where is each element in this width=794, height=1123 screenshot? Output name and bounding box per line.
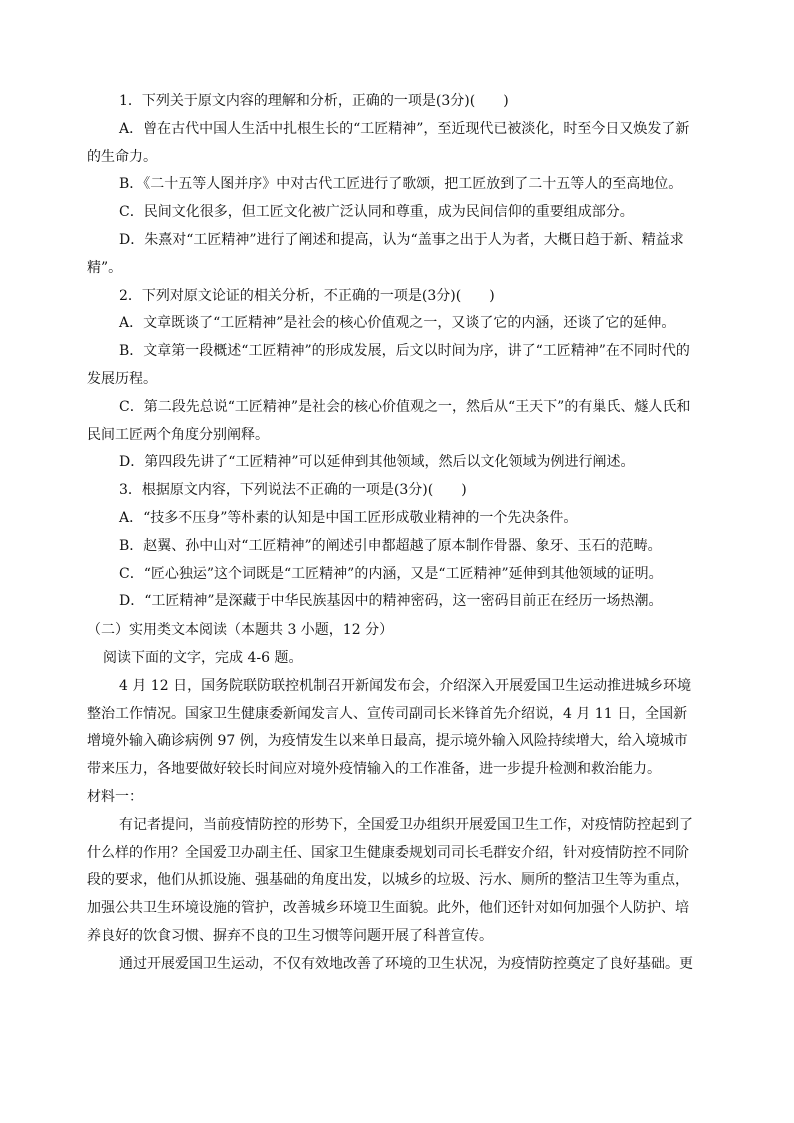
question-1-stem: 1．下列关于原文内容的理解和分析，正确的一项是(3分)( ) [119,93,509,109]
question-2-option-b: B．文章第一段概述“工匠精神”的形成发展，后文以时间为序，讲了“工匠精神”在不同时代的发展历程。 [87,343,690,387]
question-2 [87,283,701,478]
intro-paragraph: 4 月 12 日，国务院联防联控机制召开新闻发布会，介绍深入开展爱国卫生运动推进城乡环境整治工作情况。国家卫生健康委新闻发言人、宣传司副司长米锋首先介绍说，4 月 11 日，全国新增境外输入确诊病例 97 例，为疫情发生以来单日最高，提示境外输入风险持续增大，给入境城市带来压力，各地要做好较长时间应对境外疫情输入的工作准备，进一步提升检测和救治能力。 [87,677,692,778]
section-instruction: 阅读下面的文字，完成 4-6 题。 [103,649,303,666]
question-3-stem: 3．根据原文内容，下列说法不正确的一项是(3分)( ) [119,482,467,499]
question-2-option-c: C．第二段先总说“工匠精神”是社会的核心价值观之一，然后从“王天下”的有巢氏、燧人氏和民间工匠两个角度分别阐释。 [87,398,691,443]
question-3-option-a: A．“技多不压身”等朴素的认知是中国工匠形成敬业精神的一个先决条件。 [119,509,578,526]
question-3-option-d: D．“工匠精神”是深藏于中华民族基因中的精神密码，这一密码目前正在经历一场热潮。 [119,593,663,610]
question-1-option-d: D．朱熹对“工匠精神”进行了阐述和提高，认为“盖事之出于人为者，大概日趋于新、精益求精”。 [87,231,684,276]
question-2-option-d: D．第四段先讲了“工匠精神”可以延伸到其他领域，然后以文化领域为例进行阐述。 [119,454,635,471]
section-practical-reading [87,617,701,978]
material-label: 材料一： [87,788,143,805]
material-paragraph-2: 通过开展爱国卫生运动，不仅有效地改善了环境的卫生状况，为疫情防控奠定了良好基础。更 [119,955,693,972]
question-3 [87,477,701,616]
question-1 [87,88,701,283]
material-paragraph-1: 有记者提问，当前疫情防控的形势下，全国爱卫办组织开展爱国卫生工作，对疫情防控起到了什么样的作用？全国爱卫办副主任、国家卫生健康委规划司司长毛群安介绍，针对疫情防控不同阶段的要求，他们从抓设施、强基础的角度出发，以城乡的垃圾、污水、厕所的整洁卫生等为重点，加强公共卫生环境设施的管护，改善城乡环境卫生面貌。此外，他们还针对如何加强个人防护、培养良好的饮食习惯、摒弃不良的卫生习惯等问题开展了科普宣传。 [87,816,693,944]
question-1-option-b: B．《二十五等人图并序》中对古代工匠进行了歌颂，把工匠放到了二十五等人的至高地位。 [119,176,683,193]
question-2-option-a: A．文章既谈了“工匠精神”是社会的核心价值观之一，又谈了它的内涵，还谈了它的延伸。 [119,315,676,332]
section-heading: （二）实用类文本阅读（本题共 3 小题，12 分） [87,622,394,639]
question-3-option-c: C．“匠心独运”这个词既是“工匠精神”的内涵，又是“工匠精神”延伸到其他领域的证明。 [119,565,663,582]
question-2-stem: 2．下列对原文论证的相关分析，不正确的一项是(3分)( ) [119,287,495,304]
question-1-option-c: C．民间文化很多，但工匠文化被广泛认同和尊重，成为民间信仰的重要组成部分。 [119,204,634,221]
question-3-option-b: B．赵翼、孙中山对“工匠精神”的阐述引申都超越了原本制作骨器、象牙、玉石的范畴。 [119,537,662,554]
question-1-option-a: A．曾在古代中国人生活中扎根生长的“工匠精神”，至近现代已被淡化，时至今日又焕发了新的生命力。 [87,120,690,165]
